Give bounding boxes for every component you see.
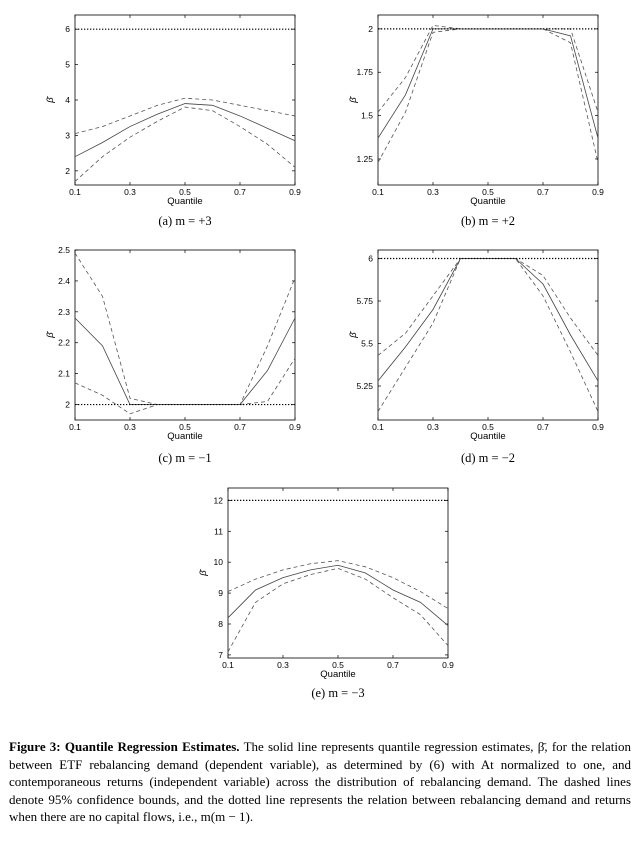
x-tick-label: 0.3 — [427, 422, 439, 432]
y-tick-label: 6 — [368, 253, 373, 264]
y-axis-label: β̄ — [348, 332, 359, 338]
series-solid-line — [378, 259, 598, 381]
x-tick-label: 0.1 — [372, 422, 384, 432]
caption-text: The solid line represents quantile regression estimates, β̄, for the relation between ETF rebalancing demand (dependent variable), as determined by (6) with At normalized to one, and contemporaneous returns (independent variable) across the distribution of rebalancing demand. The dashed lines denote 95% confidence bounds, and the dotted line represents the relation between rebalancing demand and returns when there are no capital flows, i.e., m(m − 1). — [9, 739, 632, 825]
series-solid-line — [75, 318, 295, 405]
x-axis-label: Quantile — [167, 196, 203, 207]
x-tick-label: 0.1 — [222, 660, 234, 670]
y-tick-label: 9 — [218, 588, 223, 599]
series-dashed-line — [378, 25, 598, 112]
x-axis-label: Quantile — [320, 669, 356, 680]
y-axis-label: β̄ — [45, 332, 56, 338]
y-tick-label: 5 — [65, 59, 70, 70]
subplot-caption: (b) m = +2 — [460, 214, 516, 228]
series-solid-line — [75, 104, 295, 157]
series-solid-line — [378, 29, 598, 138]
x-tick-label: 0.9 — [442, 660, 454, 670]
plot-frame — [378, 250, 598, 420]
x-axis-label: Quantile — [470, 196, 506, 207]
series-dashed-line — [75, 358, 295, 414]
x-tick-label: 0.7 — [234, 187, 246, 197]
y-tick-label: 3 — [65, 130, 70, 141]
series-dashed-line — [75, 253, 295, 404]
y-axis-label: β̄ — [45, 97, 56, 103]
y-tick-label: 2 — [65, 165, 70, 176]
figure-label: Figure 3: — [9, 739, 61, 754]
series-dashed-line — [378, 259, 598, 412]
y-tick-label: 5.25 — [356, 381, 373, 391]
plot-frame — [378, 15, 598, 185]
y-tick-label: 2.3 — [58, 306, 70, 317]
x-axis-label: Quantile — [470, 431, 506, 442]
subplot-caption: (c) m = −1 — [158, 451, 212, 465]
x-tick-label: 0.9 — [592, 422, 604, 432]
y-tick-label: 2.4 — [58, 275, 70, 286]
figure-caption — [9, 738, 631, 826]
y-tick-label: 8 — [218, 619, 223, 629]
y-tick-label: 2 — [65, 399, 70, 410]
x-axis-label: Quantile — [167, 431, 203, 442]
y-tick-label: 2.2 — [58, 337, 70, 348]
x-tick-label: 0.3 — [124, 422, 136, 432]
x-tick-label: 0.3 — [277, 660, 289, 670]
y-tick-label: 7 — [218, 649, 223, 660]
y-tick-label: 1.5 — [361, 110, 373, 121]
x-tick-label: 0.9 — [289, 422, 301, 432]
y-tick-label: 1.75 — [356, 67, 373, 78]
plot-frame — [75, 250, 295, 420]
y-tick-label: 2.1 — [58, 368, 70, 379]
x-tick-label: 0.3 — [427, 187, 439, 197]
subplot-caption: (a) m = +3 — [158, 214, 212, 228]
subplot-caption: (d) m = −2 — [460, 451, 516, 465]
y-tick-label: 11 — [214, 526, 223, 537]
series-dashed-line — [228, 561, 448, 609]
y-tick-label: 5.75 — [356, 296, 373, 306]
x-tick-label: 0.1 — [372, 187, 384, 197]
chart-a — [45, 15, 301, 228]
series-dashed-line — [75, 107, 295, 181]
x-tick-label: 0.5 — [482, 187, 494, 197]
y-tick-label: 2 — [368, 23, 373, 34]
x-tick-label: 0.9 — [592, 187, 604, 197]
x-tick-label: 0.5 — [482, 422, 494, 432]
x-tick-label: 0.5 — [179, 422, 191, 432]
y-tick-label: 12 — [213, 495, 223, 506]
chart-e — [198, 488, 454, 700]
series-solid-line — [228, 565, 448, 625]
x-tick-label: 0.3 — [124, 187, 136, 197]
y-tick-label: 2.5 — [58, 245, 70, 255]
y-tick-label: 10 — [213, 557, 223, 568]
series-dashed-line — [378, 29, 598, 163]
y-axis-label: β̄ — [348, 97, 359, 103]
x-tick-label: 0.7 — [537, 422, 549, 432]
y-tick-label: 5.5 — [361, 338, 373, 349]
figure-title: Quantile Regression Estimates. — [64, 739, 240, 754]
x-tick-label: 0.7 — [234, 422, 246, 432]
x-tick-label: 0.1 — [69, 422, 81, 432]
x-tick-label: 0.1 — [69, 187, 81, 197]
x-tick-label: 0.9 — [289, 187, 301, 197]
y-axis-label: β̄ — [198, 570, 209, 576]
plot-frame — [228, 488, 448, 658]
chart-b — [348, 15, 604, 228]
x-tick-label: 0.7 — [537, 187, 549, 197]
y-tick-label: 4 — [65, 95, 70, 105]
x-tick-label: 0.5 — [332, 660, 344, 670]
y-tick-label: 6 — [65, 24, 70, 35]
chart-c — [45, 245, 301, 465]
series-dashed-line — [228, 568, 448, 651]
x-tick-label: 0.5 — [179, 187, 191, 197]
y-tick-label: 1.25 — [356, 153, 373, 164]
x-tick-label: 0.7 — [387, 660, 399, 670]
plot-frame — [75, 15, 295, 185]
chart-d — [348, 250, 604, 465]
subplot-caption: (e) m = −3 — [311, 686, 365, 700]
